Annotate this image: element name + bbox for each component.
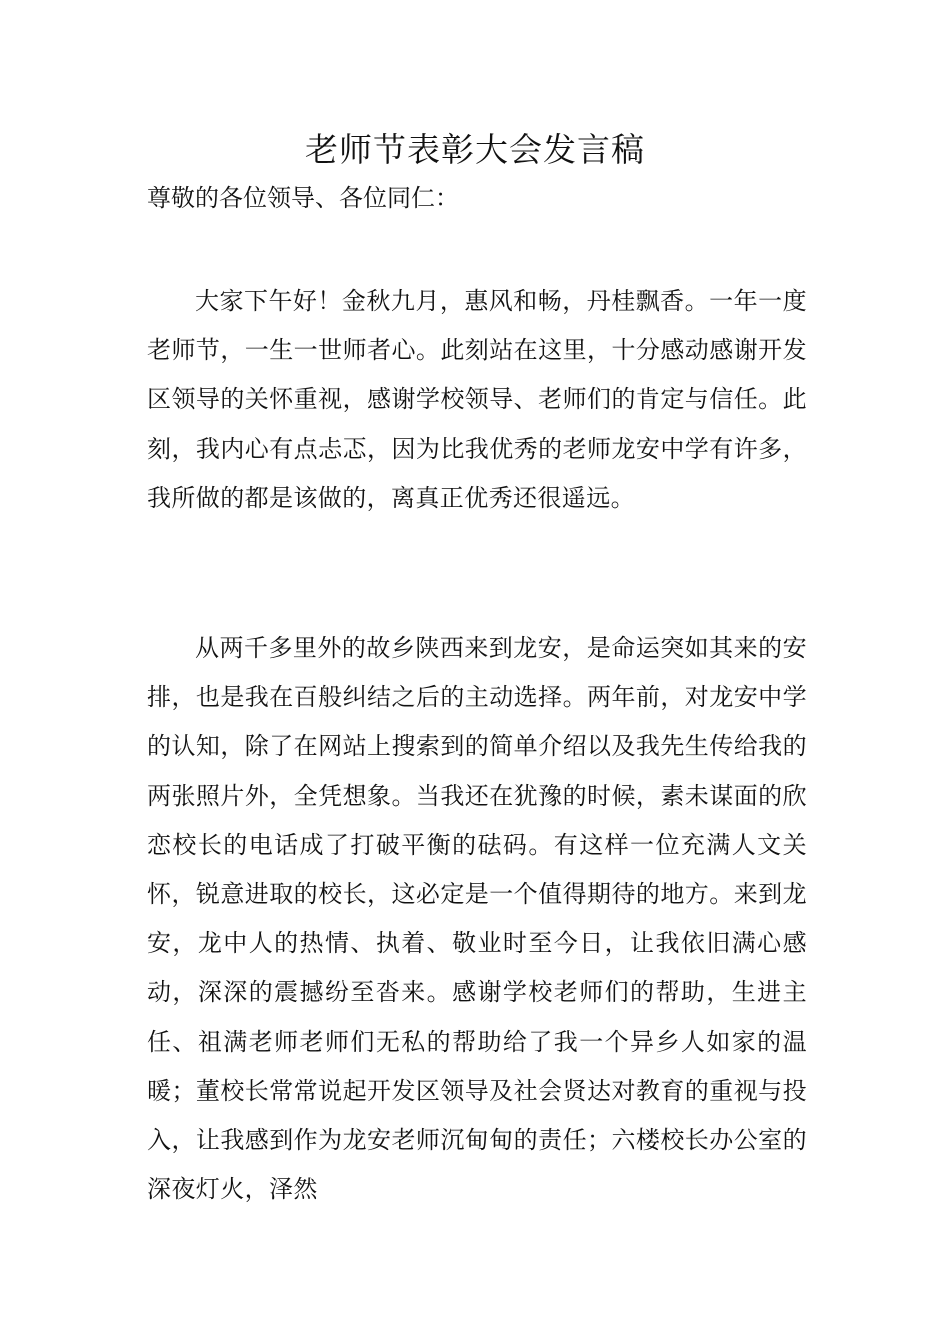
paragraph-1: 大家下午好！金秋九月，惠风和畅，丹桂飘香。一年一度老师节，一生一世师者心。此刻站在这里，十分感动感谢开发区领导的关怀重视，感谢学校领导、老师们的肯定与信任。此刻，我内心有点忐忑，因为比我优秀的老师龙安中学有许多，我所做的都是该做的，离真正优秀还很遥远。 [147, 287, 807, 512]
document-title: 老师节表彰大会发言稿 [305, 130, 645, 169]
salutation: 尊敬的各位领导、各位同仁： [147, 184, 459, 212]
paragraph-2: 从两千多里外的故乡陕西来到龙安，是命运突如其来的安排，也是我在百般纠结之后的主动选择。两年前，对龙安中学的认知，除了在网站上搜索到的简单介绍以及我先生传给我的两张照片外，全凭想象。当我还在犹豫的时候，素未谋面的欣恋校长的电话成了打破平衡的砝码。有这样一位充满人文关怀，锐意进取的校长，这必定是一个值得期待的地方。来到龙安，龙中人的热情、执着、敬业时至今日，让我依旧满心感动，深深的震撼纷至沓来。感谢学校老师们的帮助，生进主任、祖满老师老师们无私的帮助给了我一个异乡人如家的温暖；董校长常常说起开发区领导及社会贤达对教育的重视与投入，让我感到作为龙安老师沉甸甸的责任；六楼校长办公室的深夜灯火，泽然 [147, 634, 807, 1204]
